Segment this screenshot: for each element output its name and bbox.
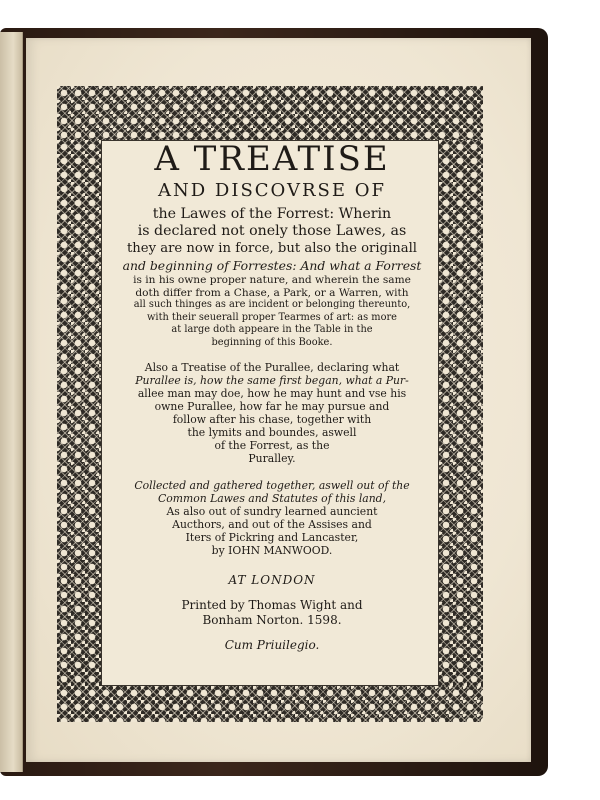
imprint-place: AT LONDON bbox=[228, 573, 316, 587]
title-text-block bbox=[112, 206, 432, 274]
title-line: they are now in force, but also the originall bbox=[126, 241, 418, 256]
purallee-line: Puralley. bbox=[248, 452, 296, 465]
title-heading: A TREATISE bbox=[154, 139, 390, 179]
collected-line: Aucthors, and out of the Assises and bbox=[172, 518, 372, 531]
collected-line: Common Lawes and Statutes of this land, bbox=[157, 492, 387, 505]
purallee-line: of the Forrest, as the bbox=[214, 439, 330, 452]
title-page-text bbox=[112, 140, 432, 653]
imprint-block bbox=[112, 573, 432, 653]
purallee-block bbox=[112, 361, 432, 465]
title-line: at large doth appeare in the Table in the bbox=[171, 324, 373, 335]
collected-line: As also out of sundry learned auncient bbox=[166, 505, 378, 518]
author-line: by IOHN MANWOOD. bbox=[211, 544, 333, 557]
purallee-line: Purallee is, how the same first began, what a Pur- bbox=[135, 374, 409, 387]
title-line: beginning of this Booke. bbox=[211, 336, 333, 348]
title-line: and beginning of Forrestes: And what a Forrest bbox=[122, 258, 422, 273]
imprint-printer: Printed by Thomas Wight and bbox=[181, 598, 363, 612]
title-line: with their seuerall proper Tearmes of art: as more bbox=[147, 311, 397, 323]
collected-block bbox=[112, 479, 432, 557]
title-line: is in his owne proper nature, and wherein the same bbox=[133, 274, 411, 286]
purallee-line: owne Purallee, how far he may pursue and bbox=[154, 400, 390, 413]
title-subheading: AND DISCOVRSE OF bbox=[158, 180, 386, 201]
purallee-line: follow after his chase, together with bbox=[172, 413, 372, 426]
collected-line: Collected and gathered together, aswell out of the bbox=[134, 479, 410, 492]
ornament-top bbox=[57, 86, 483, 140]
collected-line: Iters of Pickring and Lancaster, bbox=[185, 531, 359, 544]
ornament-right bbox=[439, 140, 483, 686]
left-page-edge bbox=[0, 32, 23, 772]
purallee-line: the lymits and boundes, aswell bbox=[187, 426, 357, 439]
ornament-left bbox=[57, 140, 101, 686]
privilege-line: Cum Priuilegio. bbox=[224, 638, 320, 652]
imprint-printer: Bonham Norton. 1598. bbox=[202, 613, 342, 627]
title-line: all such thinges as are incident or belonging thereunto, bbox=[133, 299, 411, 310]
title-line: the Lawes of the Forrest: Wherin bbox=[152, 206, 392, 222]
purallee-line: Also a Treatise of the Purallee, declaring what bbox=[144, 361, 400, 374]
title-small-text-block bbox=[112, 274, 432, 349]
purallee-line: allee man may doe, how he may hunt and vse his bbox=[137, 387, 407, 400]
title-line: doth differ from a Chase, a Park, or a Warren, with bbox=[135, 286, 409, 299]
ornament-bottom bbox=[57, 686, 483, 722]
title-line: is declared not onely those Lawes, as bbox=[137, 223, 407, 239]
